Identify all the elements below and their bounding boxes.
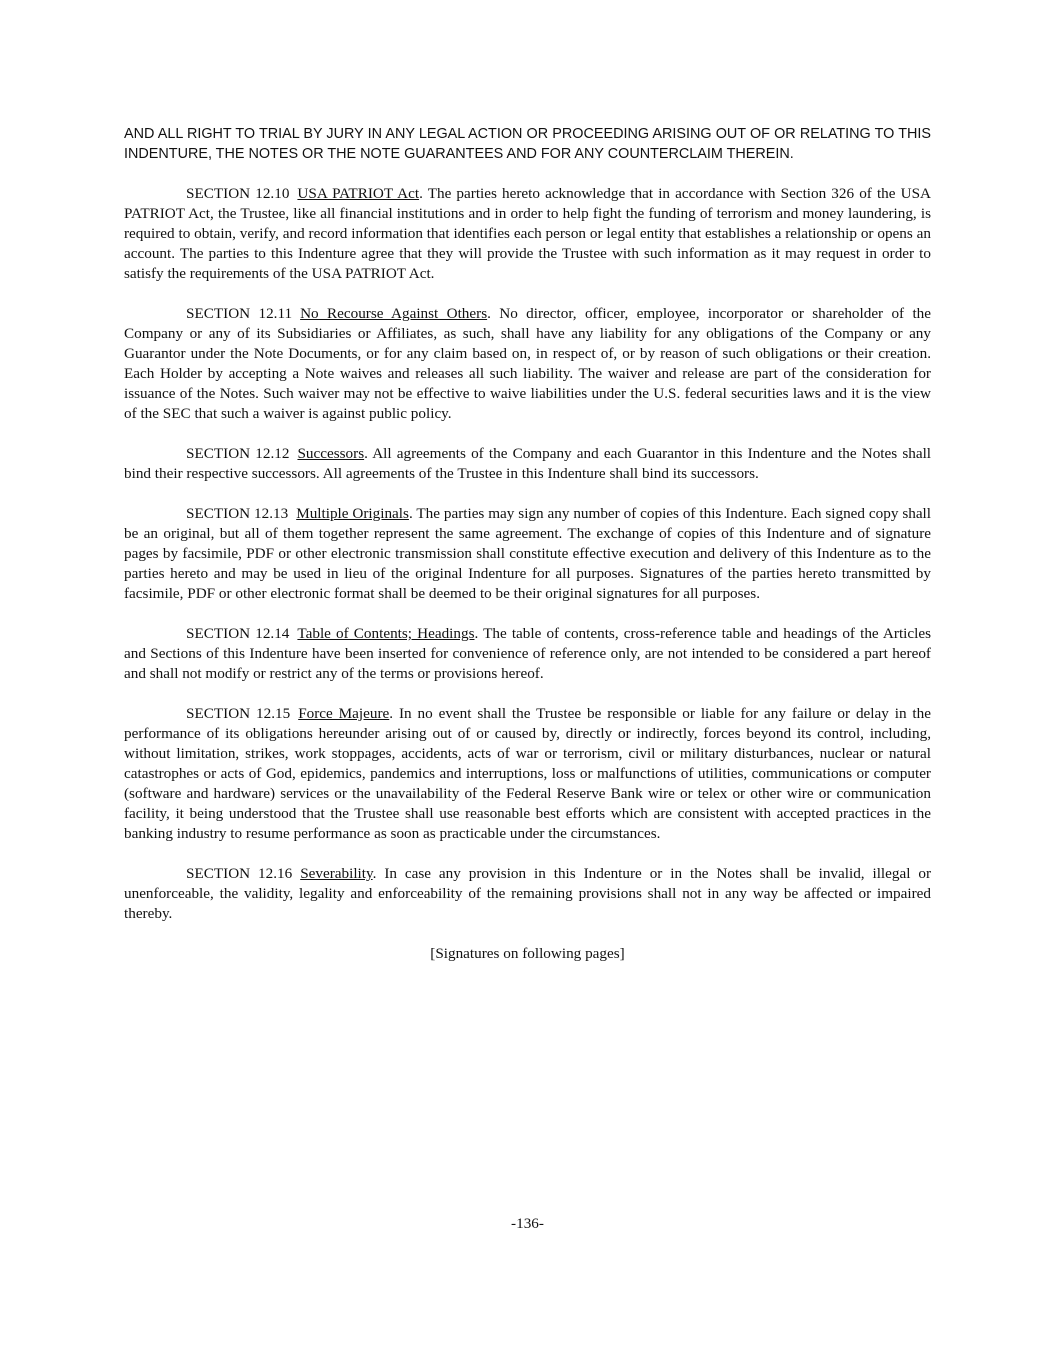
section-12-10 xyxy=(124,184,931,284)
section-title: No Recourse Against Others xyxy=(300,305,488,322)
section-number: SECTION 12.11 xyxy=(186,305,293,322)
section-title: Multiple Originals xyxy=(296,505,409,522)
section-12-14 xyxy=(124,624,931,684)
section-title: Severability xyxy=(300,865,373,882)
page-number: -136- xyxy=(511,1215,544,1232)
signature-note: [Signatures on following pages] xyxy=(430,945,625,962)
section-title: Table of Contents; Headings xyxy=(297,625,475,642)
section-12-12 xyxy=(124,444,931,484)
section-number: SECTION 12.13 xyxy=(186,505,289,522)
section-12-13 xyxy=(124,504,931,604)
section-12-15 xyxy=(124,704,931,844)
section-title: Successors xyxy=(297,445,365,462)
section-title: USA PATRIOT Act xyxy=(297,185,420,202)
section-12-11 xyxy=(124,304,931,424)
section-body: . The parties may sign any number of copies of this Indenture. Each signed copy shall be an original, but all of them together represent the same agreement. The exchange of copies of this Indenture and of signature pages by facsimile, PDF or other electronic transmission shall constitute effective execution and delivery of this Indenture as to the parties hereto and may be used in lieu of the original Indenture for all purposes. Signatures of the parties hereto transmitted by facsimile, PDF or other electronic format shall be deemed to be their original signatures for all purposes. xyxy=(124,505,932,602)
section-body: . The table of contents, cross-reference table and headings of the Articles and Sections of this Indenture have been inserted for convenience of reference only, are not intended to be considered a part hereof and shall not modify or restrict any of the terms or provisions hereof. xyxy=(124,625,932,682)
section-body: . In no event shall the Trustee be responsible or liable for any failure or delay in the performance of its obligations hereunder arising out of or caused by, directly or indirectly, forces beyond its control, including, without limitation, strikes, work stoppages, accidents, acts of war or terrorism, civil or military disturbances, nuclear or natural catastrophes or acts of God, epidemics, pandemics and interruptions, loss or malfunctions of utilities, communications or computer (software and hardware) services or the unavailability of the Federal Reserve Bank wire or telex or other wire or communication facility, it being understood that the Trustee shall use reasonable best efforts which are consistent with accepted practices in the banking industry to resume performance as soon as practicable under the circumstances. xyxy=(124,705,931,842)
opening-paragraph: AND ALL RIGHT TO TRIAL BY JURY IN ANY LEGAL ACTION OR PROCEEDING ARISING OUT OF OR RELATING TO THIS INDENTURE, THE NOTES OR THE NOTE GUARANTEES AND FOR ANY COUNTERCLAIM THEREIN. xyxy=(124,126,931,162)
section-title: Force Majeure xyxy=(298,705,390,722)
section-body: . No director, officer, employee, incorporator or shareholder of the Company or any of its Subsidiaries or Affiliates, as such, shall have any liability for any obligations of the Company or any Guarantor under the Note Documents, or for any claim based on, in respect of, or by reason of such obligations or their creation. Each Holder by accepting a Note waives and releases all such liability. The waiver and release are part of the consideration for issuance of the Notes. Such waiver may not be effective to waive liabilities under the U.S. federal securities laws and it is the view of the SEC that such a waiver is against public policy. xyxy=(124,305,932,422)
section-body: . The parties hereto acknowledge that in accordance with Section 326 of the USA PATRIOT Act, the Trustee, like all financial institutions and in order to help fight the funding of terrorism and money laundering, is required to obtain, verify, and record information that identifies each person or legal entity that establishes a relationship or opens an account. The parties to this Indenture agree that they will provide the Trustee with such information as it may request in order to satisfy the requirements of the USA PATRIOT Act. xyxy=(124,185,932,282)
section-12-16 xyxy=(124,864,931,924)
section-number: SECTION 12.14 xyxy=(186,625,290,642)
section-number: SECTION 12.16 xyxy=(186,865,293,882)
document-page xyxy=(124,124,931,964)
section-number: SECTION 12.10 xyxy=(186,185,290,202)
section-body: . All agreements of the Company and each Guarantor in this Indenture and the Notes shall bind their respective successors. All agreements of the Trustee in this Indenture shall bind its successors. xyxy=(124,445,932,482)
section-number: SECTION 12.12 xyxy=(186,445,290,462)
section-body: . In case any provision in this Indenture or in the Notes shall be invalid, illegal or unenforceable, the validity, legality and enforceability of the remaining provisions shall not in any way be affected or impaired thereby. xyxy=(124,865,931,922)
section-number: SECTION 12.15 xyxy=(186,705,291,722)
